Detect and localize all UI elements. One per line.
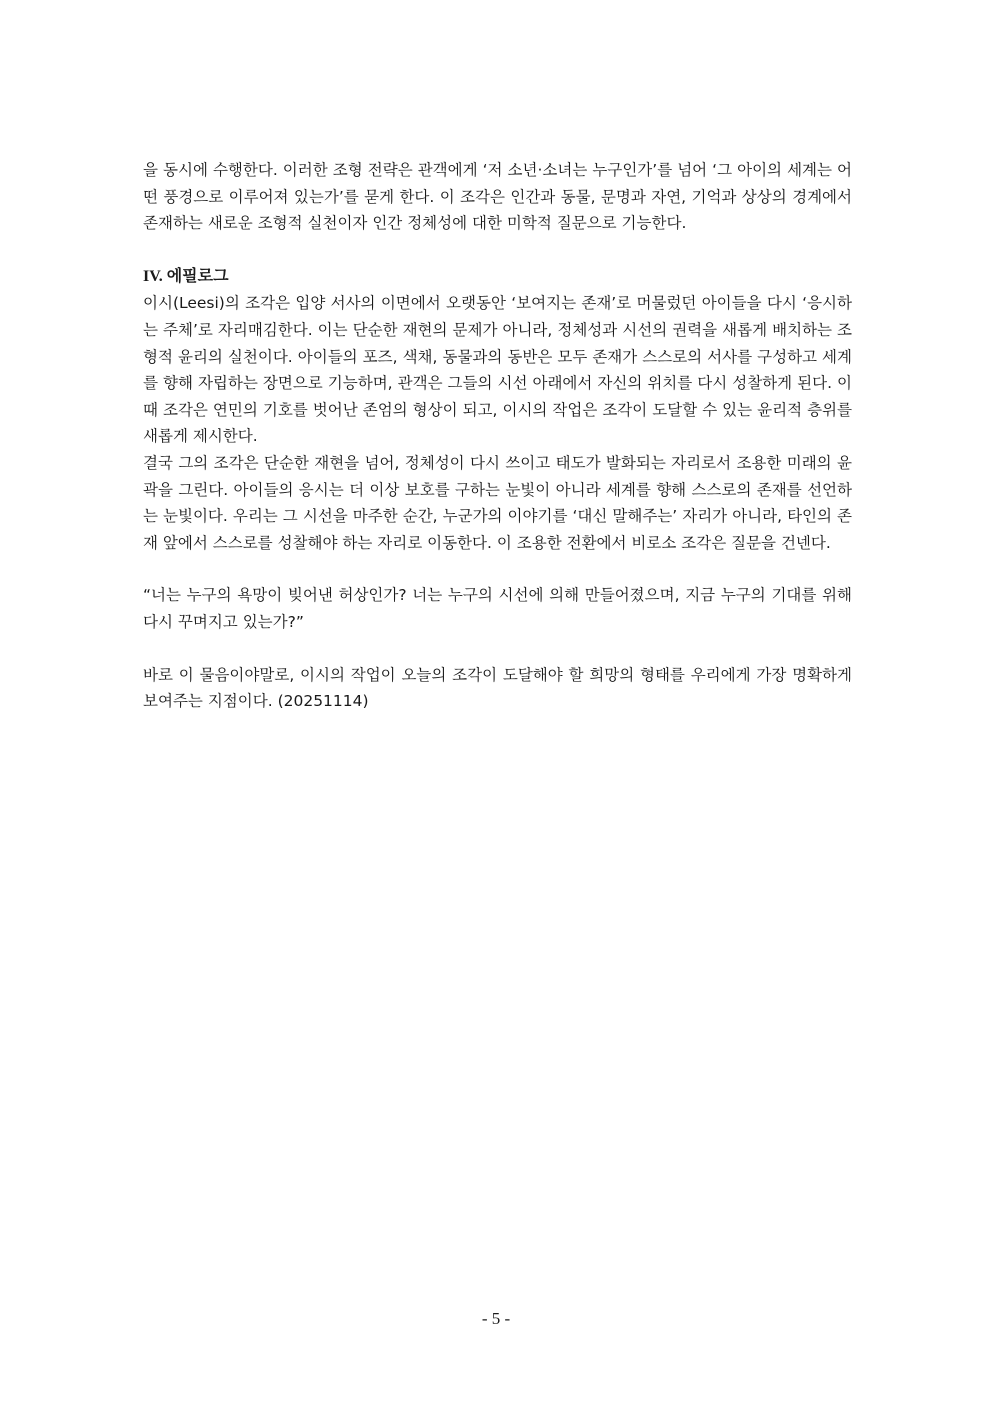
body-paragraph: 이시(Leesi)의 조각은 입양 서사의 이면에서 오랫동안 ‘보여지는 존재’로 머물렀던 아이들을 다시 ‘응시하는 주체’로 자리매김한다. 이는 단순한 재현의 문제가 아니라, 정체성과 시선의 권력을 새롭게 배치하는 조형적 윤리의 실천이다. 아이들의 포즈, 색채, 동물과의 동반은 모두 존재가 스스로의 서사를 구성하고 세계를 향해 자립하는 장면으로 기능하며, 관객은 그들의 시선 아래에서 자신의 위치를 다시 성찰하게 된다. 이때 조각은 연민의 기호를 벗어난 존엄의 형상이 되고, 이시의 작업은 조각이 도달할 수 있는 윤리적 층위를 새롭게 제시한다. [143,294,852,446]
quote-paragraph: “너는 누구의 욕망이 빚어낸 허상인가? 너는 누구의 시선에 의해 만들어졌으며, 지금 누구의 기대를 위해 다시 꾸며지고 있는가?” [143,586,852,631]
section-heading [143,263,852,291]
body-paragraph: 결국 그의 조각은 단순한 재현을 넘어, 정체성이 다시 쓰이고 태도가 발화되는 자리로서 조용한 미래의 윤곽을 그린다. 아이들의 응시는 더 이상 보호를 구하는 눈빛이 아니라 세계를 향해 스스로의 존재를 선언하는 눈빛이다. 우리는 그 시선을 마주한 순간, 누군가의 이야기를 ‘대신 말해주는’ 자리가 아니라, 타인의 존재 앞에서 스스로를 성찰해야 하는 자리로 이동한다. 이 조용한 전환에서 비로소 조각은 질문을 건넨다. [143,453,852,552]
paragraph-spacer [143,556,852,582]
section-title: 에필로그 [166,265,229,285]
closing-paragraph: 바로 이 물음이야말로, 이시의 작업이 오늘의 조각이 도달해야 할 희망의 형태를 우리에게 가장 명확하게 보여주는 지점이다. (20251114) [143,665,852,711]
paragraph-spacer [143,636,852,662]
section-number: IV. [143,267,163,285]
paragraph-spacer [143,237,852,263]
page-number: - 5 - [481,1309,511,1328]
intro-paragraph: 을 동시에 수행한다. 이러한 조형 전략은 관객에게 ‘저 소년·소녀는 누구인가’를 넘어 ‘그 아이의 세계는 어떤 풍경으로 이루어져 있는가’를 묻게 한다. 이 조각은 인간과 동물, 문명과 자연, 기억과 상상의 경계에서 존재하는 새로운 조형적 실천이자 인간 정체성에 대한 미학적 질문으로 기능한다. [143,161,852,233]
document-body [143,157,852,715]
